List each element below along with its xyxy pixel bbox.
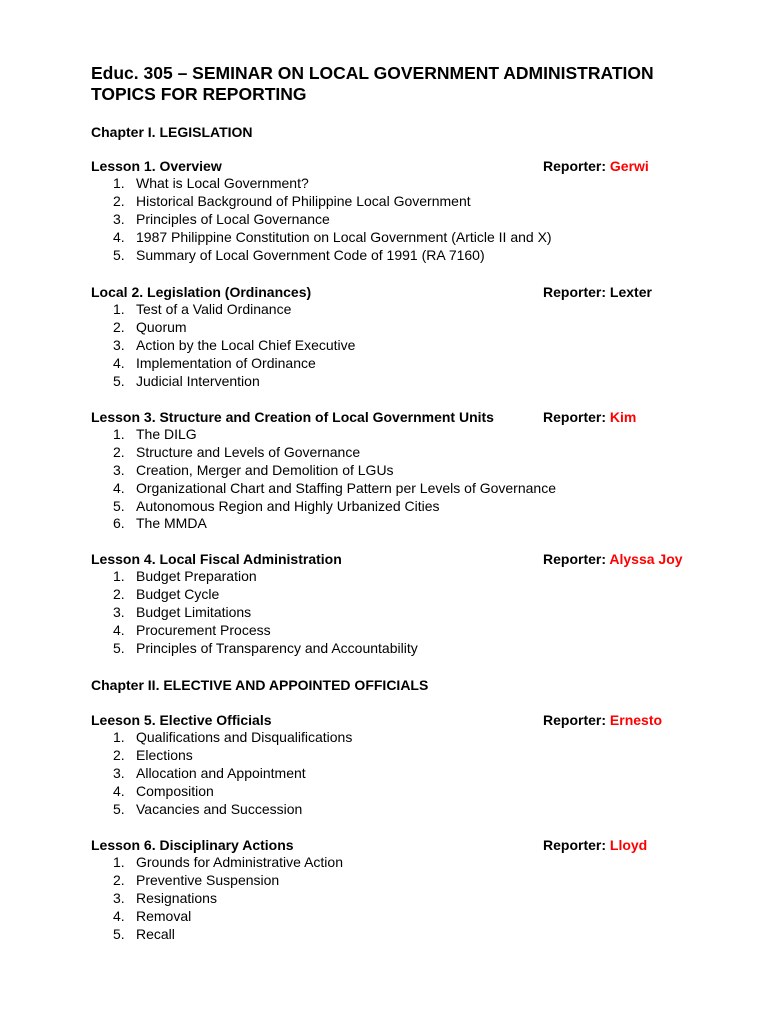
topic-item — [91, 498, 731, 516]
topic-list — [91, 301, 731, 390]
topic-number: 2. — [113, 443, 125, 460]
topic-text: Historical Background of Philippine Local Government — [136, 192, 471, 209]
topic-text: Judicial Intervention — [136, 372, 260, 389]
topic-number: 1. — [113, 729, 125, 745]
reporter-label: Reporter: — [543, 551, 607, 567]
topic-item — [91, 801, 731, 819]
topic-list — [91, 854, 731, 943]
topic-item — [91, 604, 731, 622]
reporter-label: Reporter: — [543, 158, 607, 174]
topic-item — [91, 622, 731, 640]
topic-item — [91, 373, 731, 391]
topic-number: 6. — [113, 515, 125, 532]
topic-item — [91, 247, 731, 265]
topic-text: Summary of Local Government Code of 1991 (RA 7160) — [136, 246, 485, 263]
reporter-field — [543, 408, 636, 426]
topic-number: 1. — [113, 175, 125, 191]
reporter-field — [543, 283, 652, 301]
lesson-header — [91, 836, 731, 854]
topic-item — [91, 568, 731, 586]
topic-number: 2. — [113, 871, 125, 888]
lesson-title: Lesson 6. Disciplinary Actions — [91, 837, 294, 853]
reporter-name: Ernesto — [609, 712, 663, 728]
topic-item — [91, 444, 731, 462]
topic-item — [91, 355, 731, 373]
lesson-header — [91, 408, 731, 426]
topic-item — [91, 747, 731, 765]
topic-item — [91, 729, 731, 747]
topic-text: Budget Preparation — [136, 568, 257, 584]
topic-text: What is Local Government? — [136, 175, 309, 191]
lesson-title: Lesson 3. Structure and Creation of Local Government Units — [91, 409, 494, 425]
chapter-heading-2: Chapter II. ELECTIVE AND APPOINTED OFFICIALS — [91, 677, 429, 693]
topic-number: 4. — [113, 354, 125, 371]
lesson-title: Local 2. Legislation (Ordinances) — [91, 284, 312, 300]
topic-text: The MMDA — [136, 515, 207, 532]
lesson-header — [91, 157, 731, 175]
topic-text: Vacancies and Succession — [136, 800, 303, 817]
topic-item — [91, 175, 731, 193]
topic-number: 3. — [113, 210, 125, 227]
topic-number: 4. — [113, 907, 125, 924]
topic-text: Elections — [136, 746, 193, 763]
topic-text: Grounds for Administrative Action — [136, 854, 343, 870]
topic-text: Budget Cycle — [136, 585, 220, 602]
reporter-label: Reporter: — [543, 284, 607, 300]
topic-number: 3. — [113, 764, 125, 781]
topic-number: 5. — [113, 372, 125, 389]
topic-item — [91, 337, 731, 355]
lesson-section-3 — [91, 408, 731, 533]
topic-number: 1. — [113, 301, 125, 317]
topic-text: Principles of Local Governance — [136, 210, 330, 227]
topic-text: Action by the Local Chief Executive — [136, 336, 356, 353]
reporter-label: Reporter: — [543, 837, 607, 853]
topic-item — [91, 586, 731, 604]
topic-list — [91, 729, 731, 818]
title-line-2: TOPICS FOR REPORTING — [91, 84, 307, 104]
lesson-section-6 — [91, 836, 731, 943]
reporter-field — [543, 836, 647, 854]
topic-text: Implementation of Ordinance — [136, 354, 316, 371]
topic-text: Test of a Valid Ordinance — [136, 301, 292, 317]
topic-item — [91, 872, 731, 890]
reporter-name: Lloyd — [609, 837, 648, 853]
topic-item — [91, 640, 731, 658]
topic-number: 5. — [113, 639, 125, 656]
topic-text: Recall — [136, 925, 175, 942]
topic-text: Composition — [136, 782, 214, 799]
topic-item — [91, 319, 731, 337]
topic-item — [91, 193, 731, 211]
topic-number: 5. — [113, 800, 125, 817]
lesson-title: Lesson 1. Overview — [91, 158, 222, 174]
topic-text: Removal — [136, 907, 192, 924]
lesson-section-5 — [91, 711, 731, 818]
lesson-section-1 — [91, 157, 731, 264]
topic-item — [91, 229, 731, 247]
topic-number: 1. — [113, 568, 125, 584]
topic-item — [91, 926, 731, 944]
topic-text: Budget Limitations — [136, 603, 252, 620]
reporter-name: Kim — [609, 409, 637, 425]
reporter-label: Reporter: — [543, 712, 607, 728]
topic-item — [91, 426, 731, 444]
lesson-header — [91, 711, 731, 729]
topic-text: 1987 Philippine Constitution on Local Government (Article II and X) — [136, 228, 552, 245]
topic-number: 5. — [113, 925, 125, 942]
chapter-heading-1: Chapter I. LEGISLATION — [91, 124, 253, 140]
topic-text: Quorum — [136, 318, 187, 335]
topic-number: 4. — [113, 782, 125, 799]
topic-item — [91, 765, 731, 783]
topic-number: 5. — [113, 497, 125, 514]
topic-number: 3. — [113, 603, 125, 620]
topic-item — [91, 515, 731, 533]
lesson-header — [91, 550, 731, 568]
topic-item — [91, 908, 731, 926]
topic-text: Qualifications and Disqualifications — [136, 729, 353, 745]
lesson-header — [91, 283, 731, 301]
lesson-title: Lesson 4. Local Fiscal Administration — [91, 551, 342, 567]
reporter-label: Reporter: — [543, 409, 607, 425]
topic-number: 3. — [113, 889, 125, 906]
topic-item — [91, 301, 731, 319]
reporter-name: Gerwi — [609, 158, 649, 174]
topic-number: 4. — [113, 479, 125, 496]
topic-text: Autonomous Region and Highly Urbanized Cities — [136, 497, 440, 514]
topic-text: Structure and Levels of Governance — [136, 443, 361, 460]
topic-list — [91, 426, 731, 533]
topic-number: 2. — [113, 585, 125, 602]
title-line-1: Educ. 305 – SEMINAR ON LOCAL GOVERNMENT ADMINISTRATION — [91, 63, 654, 83]
topic-item — [91, 211, 731, 229]
lesson-section-4 — [91, 550, 731, 657]
topic-number: 5. — [113, 246, 125, 263]
lesson-title: Leeson 5. Elective Officials — [91, 712, 272, 728]
topic-text: Principles of Transparency and Accountability — [136, 639, 418, 656]
reporter-field — [543, 711, 662, 729]
topic-number: 1. — [113, 426, 125, 442]
topic-text: Resignations — [136, 889, 217, 906]
topic-text: Creation, Merger and Demolition of LGUs — [136, 461, 394, 478]
document-title — [91, 63, 731, 105]
topic-number: 1. — [113, 854, 125, 870]
topic-list — [91, 568, 731, 657]
topic-item — [91, 462, 731, 480]
topic-number: 3. — [113, 461, 125, 478]
topic-number: 4. — [113, 228, 125, 245]
topic-text: Preventive Suspension — [136, 871, 280, 888]
lesson-section-2 — [91, 283, 731, 390]
topic-number: 4. — [113, 621, 125, 638]
topic-text: Procurement Process — [136, 621, 271, 638]
topic-number: 2. — [113, 318, 125, 335]
reporter-field — [543, 550, 683, 568]
topic-item — [91, 783, 731, 801]
topic-text: Allocation and Appointment — [136, 764, 306, 781]
topic-text: The DILG — [136, 426, 197, 442]
topic-item — [91, 890, 731, 908]
topic-list — [91, 175, 731, 264]
topic-number: 2. — [113, 746, 125, 763]
topic-item — [91, 854, 731, 872]
topic-item — [91, 480, 731, 498]
reporter-name: Alyssa Joy — [609, 551, 683, 567]
topic-number: 3. — [113, 336, 125, 353]
reporter-field — [543, 157, 649, 175]
reporter-name: Lexter — [609, 284, 652, 300]
topic-text: Organizational Chart and Staffing Pattern per Levels of Governance — [136, 479, 556, 496]
topic-number: 2. — [113, 192, 125, 209]
